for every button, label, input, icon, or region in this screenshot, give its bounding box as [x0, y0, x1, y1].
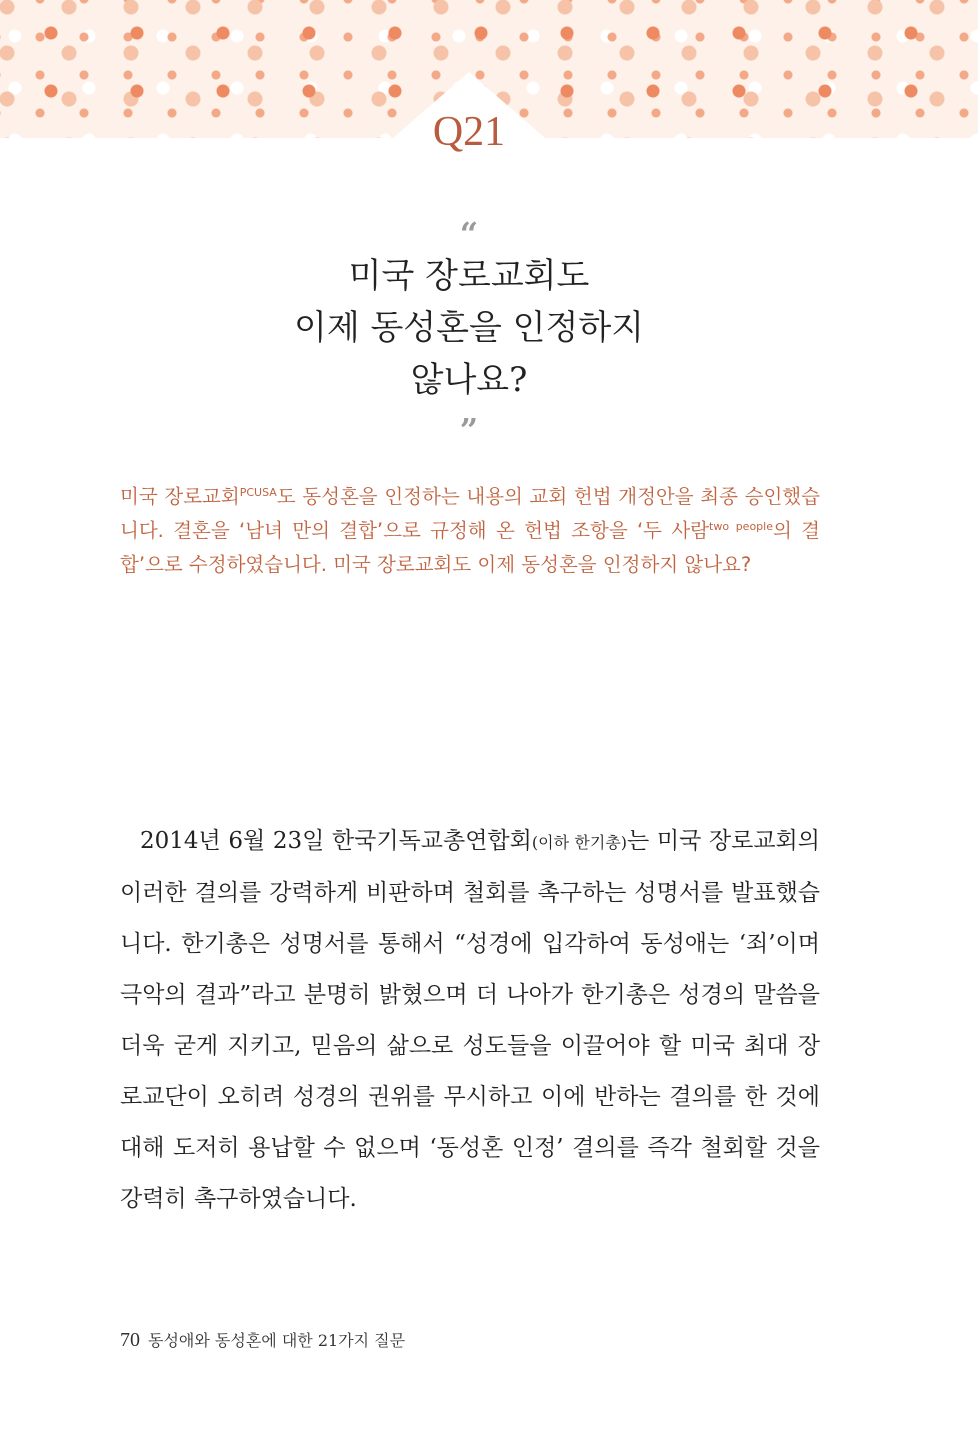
body-text-1: 2014년 6월 23일 한국기독교총연합회 — [140, 828, 532, 854]
question-number: Q21 — [432, 109, 506, 155]
page-number: 70 — [120, 1329, 140, 1351]
title-line-2: 이제 동성혼을 인정하지 — [293, 308, 645, 348]
book-title: 동성애와 동성혼에 대한 21가지 질문 — [148, 1331, 406, 1350]
question-title — [200, 250, 738, 406]
question-summary — [120, 480, 820, 582]
summary-text-1: 미국 장로교회 — [120, 485, 240, 508]
body-paragraph — [120, 816, 820, 1225]
summary-text-3: 의 결합’으로 수정하였습니다. 미국 장로교회도 이제 동성혼을 인정하지 않나요? — [120, 519, 821, 576]
body-text-2: 는 미국 장로교회의 이러한 결의를 강력하게 비판하며 철회를 촉구하는 성명서를 발표했습니다. 한기총은 성명서를 통해서 “성경에 입각하여 동성애는 ‘죄’이며 극악의 결과”라고 분명히 밝혔으며 더 나아가 한기총은 성경의 말씀을 더욱 굳게 지키고, 믿음의 삶으로 성도들을 이끌어야 할 미국 최대 장로교단이 오히려 성경의 권위를 무시하고 이에 반하는 결의를 한 것에 대해 도저히 용납할 수 없으며 ‘동성혼 인정’ 결의를 즉각 철회할 것을 강력히 촉구하였습니다. — [120, 828, 820, 1212]
summary-superscript-two-people: two people — [709, 520, 773, 533]
open-quote-icon: “ — [459, 215, 479, 253]
title-line-3: 않나요? — [410, 360, 528, 400]
body-abbreviation-note: (이하 한기총) — [531, 833, 628, 852]
summary-superscript-pcusa: PCUSA — [239, 486, 277, 499]
close-quote-icon: ” — [459, 411, 479, 449]
title-line-1: 미국 장로교회도 — [348, 256, 590, 296]
page-footer — [120, 1328, 405, 1352]
summary-text-2: 도 동성혼을 인정하는 내용의 교회 헌법 개정안을 최종 승인했습니다. 결혼을 ‘남녀 만의 결합’으로 규정해 온 헌법 조항을 ‘두 사람 — [120, 485, 820, 542]
